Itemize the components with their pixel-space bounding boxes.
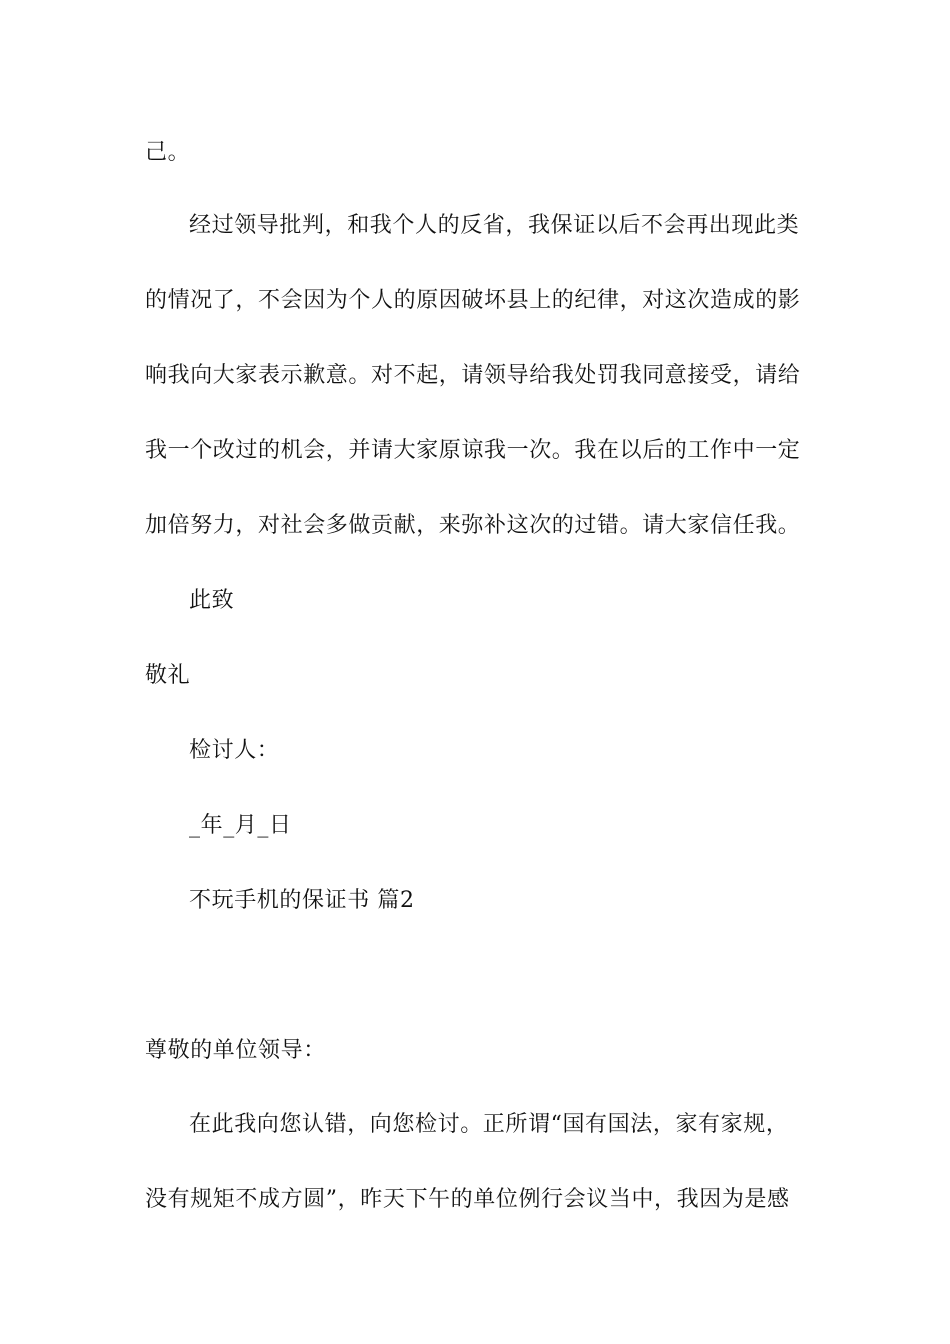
paragraph-line: 在此我向您认错，向您检讨。正所谓“国有国法，家有家规， <box>189 1112 789 1137</box>
salutation-line: 敬礼 <box>145 663 191 688</box>
greeting-line: 尊敬的单位领导： <box>145 1038 326 1063</box>
paragraph-line: 响我向大家表示歉意。对不起，请领导给我处罚我同意接受，请给 <box>145 363 801 388</box>
closing-line: 此致 <box>189 588 235 613</box>
paragraph-line: 没有规矩不成方圆”，昨天下午的单位例行会议当中，我因为是感 <box>145 1187 790 1212</box>
paragraph-line: 己。 <box>145 140 191 165</box>
signature-label: 检讨人： <box>189 738 280 763</box>
paragraph-line: 经过领导批判，和我个人的反省，我保证以后不会再出现此类 <box>189 213 800 238</box>
paragraph-line: 我一个改过的机会，并请大家原谅我一次。我在以后的工作中一定 <box>145 438 801 463</box>
section-title: 不玩手机的保证书 篇2 <box>189 888 415 913</box>
paragraph-line: 加倍努力，对社会多做贡献，来弥补这次的过错。请大家信任我。 <box>145 513 801 538</box>
paragraph-line: 的情况了，不会因为个人的原因破坏县上的纪律，对这次造成的影 <box>145 288 801 313</box>
date-line: _年_月_日 <box>189 813 292 838</box>
